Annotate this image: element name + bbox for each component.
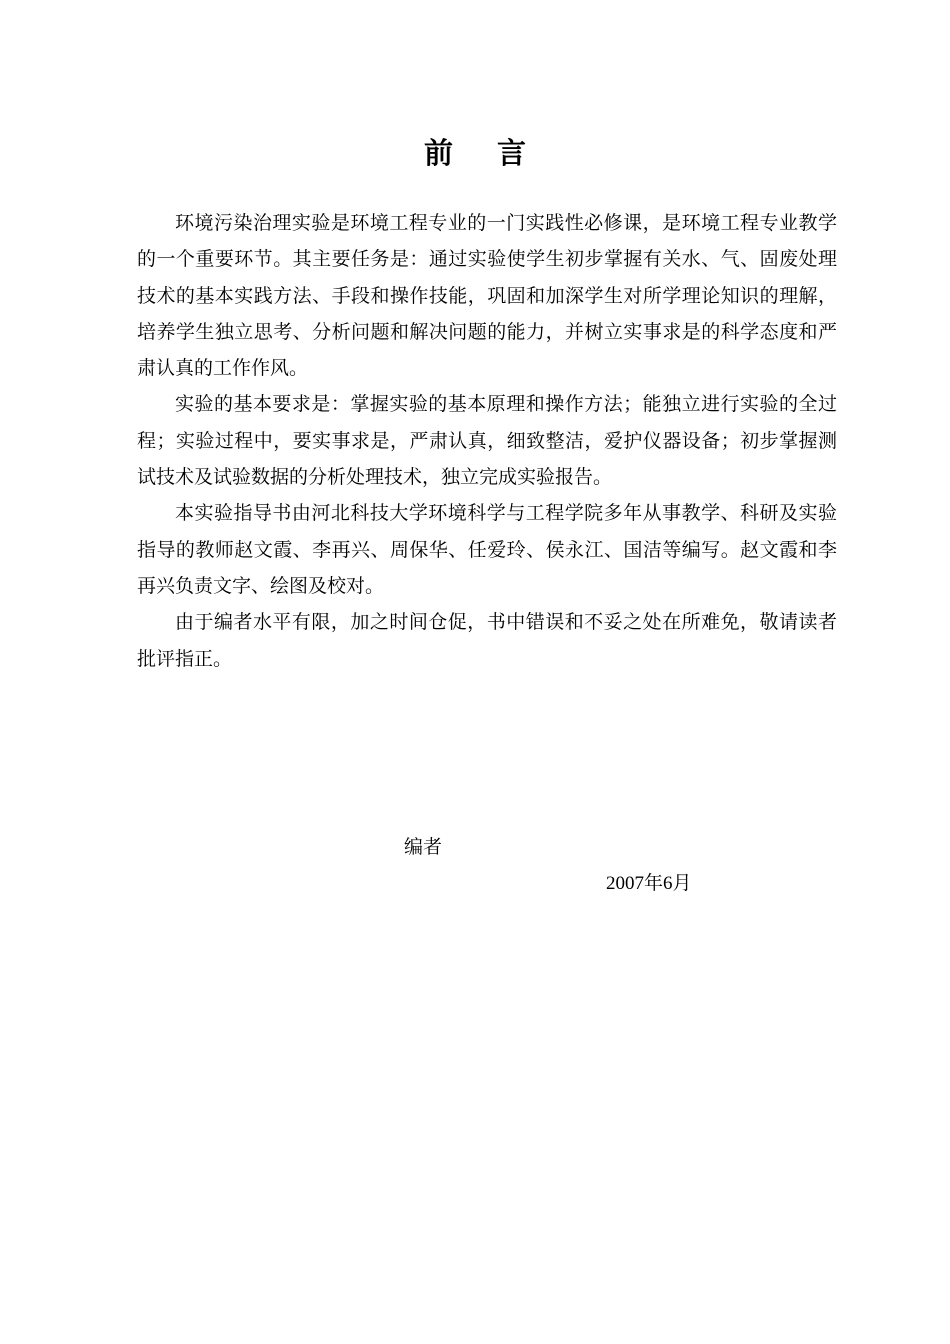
paragraph-3: 本实验指导书由河北科技大学环境科学与工程学院多年从事教学、科研及实验指导的教师赵文霞、李再兴、周保华、任爱玲、侯永江、国洁等编写。赵文霞和李再兴负责文字、绘图及校对。 bbox=[137, 502, 837, 597]
date-line: 2007年6月 bbox=[606, 873, 692, 894]
paragraph-4: 由于编者水平有限，加之时间仓促，书中错误和不妥之处在所难免，敬请读者批评指正。 bbox=[137, 611, 837, 670]
paragraph-2: 实验的基本要求是：掌握实验的基本原理和操作方法；能独立进行实验的全过程；实验过程中，要实事求是，严肃认真，细致整洁，爱护仪器设备；初步掌握测试技术及试验数据的分析处理技术，独立完成实验报告。 bbox=[137, 393, 837, 489]
page-title: 前言 bbox=[423, 136, 570, 170]
paragraph-1: 环境污染治理实验是环境工程专业的一门实践性必修课，是环境工程专业教学的一个重要环节。其主要任务是：通过实验使学生初步掌握有关水、气、固废处理技术的基本实践方法、手段和操作技能，巩固和加深学生对所学理论知识的理解，培养学生独立思考、分析问题和解决问题的能力，并树立实事求是的科学态度和严肃认真的工作作风。 bbox=[137, 212, 837, 380]
preface-body bbox=[137, 205, 837, 677]
author-signature: 编者 bbox=[404, 836, 443, 858]
